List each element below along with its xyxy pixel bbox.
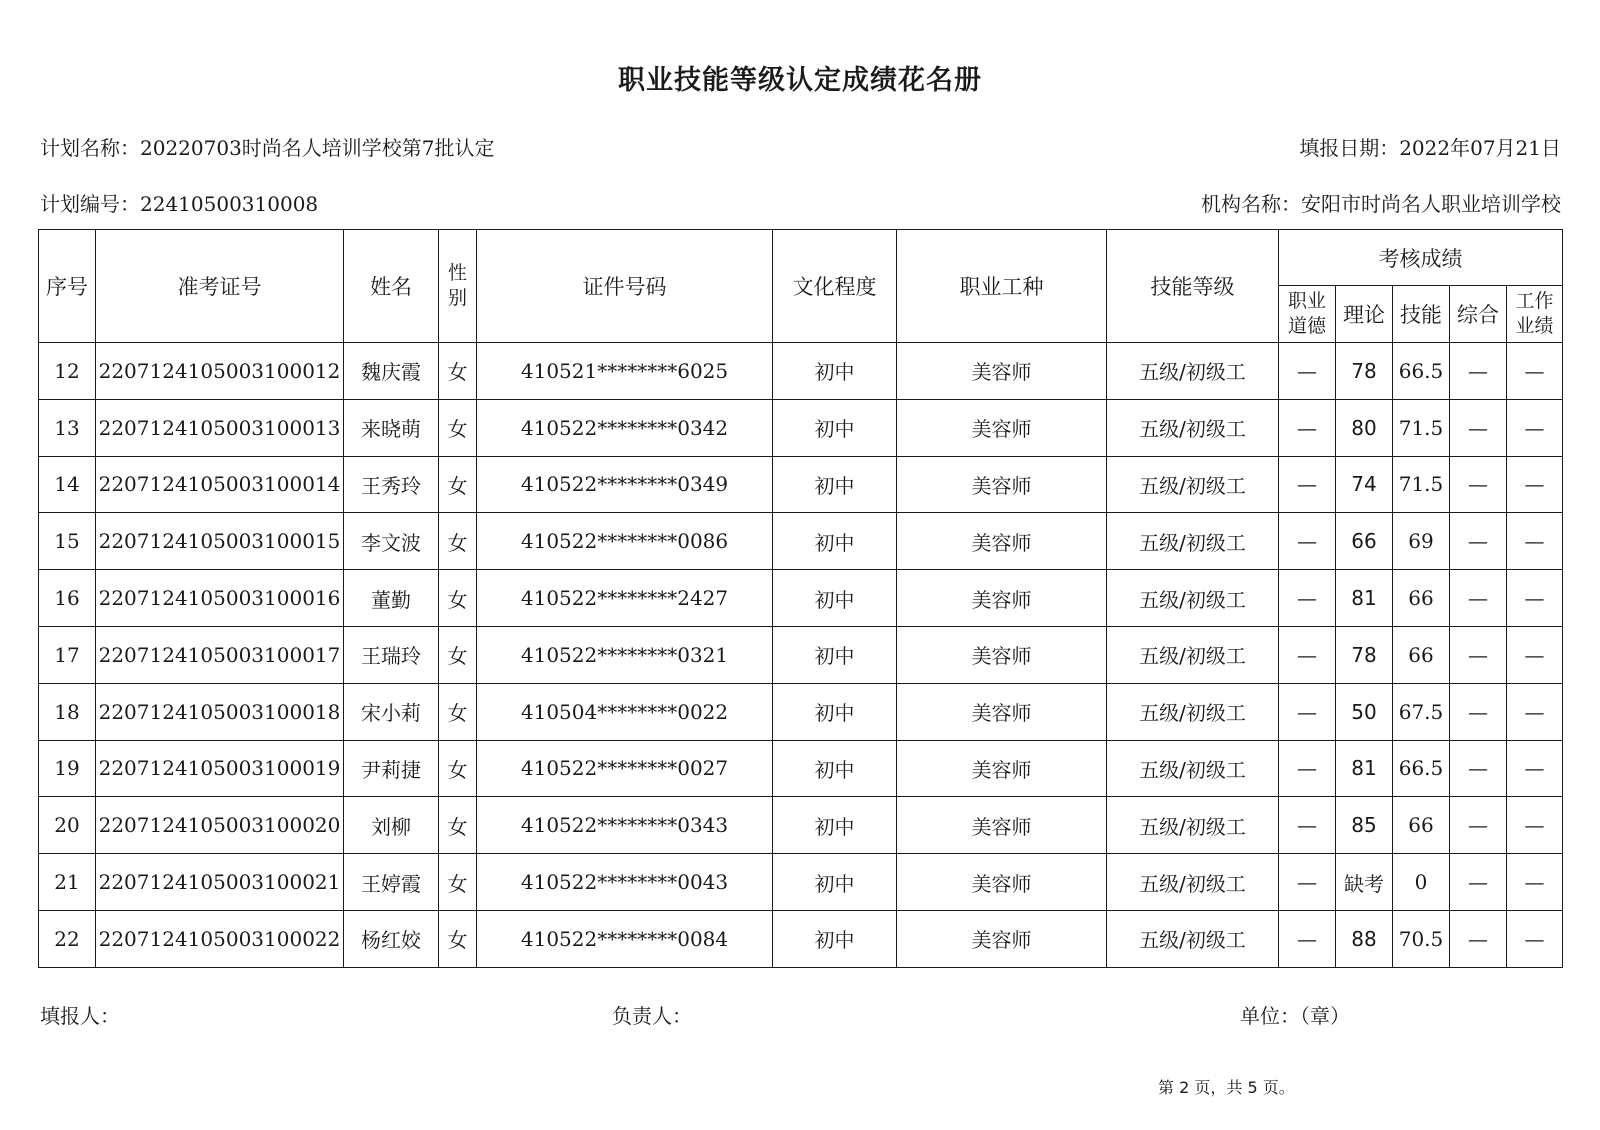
cell-skill: 66 xyxy=(1393,626,1450,683)
table-row xyxy=(39,910,1563,967)
cell-skill: 69 xyxy=(1393,513,1450,570)
cell-education: 初中 xyxy=(773,740,897,797)
cell-exam-no: 2207124105003100018 xyxy=(96,683,344,740)
cell-gender: 女 xyxy=(439,797,477,854)
cell-education: 初中 xyxy=(773,513,897,570)
cell-gender: 女 xyxy=(439,399,477,456)
cell-overall: — xyxy=(1450,854,1507,911)
cell-occupation: 美容师 xyxy=(897,570,1107,627)
cell-seq: 14 xyxy=(39,456,96,513)
cell-ethics: — xyxy=(1279,570,1336,627)
cell-work: — xyxy=(1507,910,1563,967)
cell-exam-no: 2207124105003100021 xyxy=(96,854,344,911)
cell-education: 初中 xyxy=(773,683,897,740)
cell-level: 五级/初级工 xyxy=(1107,570,1279,627)
cell-name: 王秀玲 xyxy=(344,456,439,513)
cell-name: 李文波 xyxy=(344,513,439,570)
cell-id-no: 410522********0086 xyxy=(477,513,773,570)
header-skill: 技能 xyxy=(1393,286,1450,343)
cell-seq: 13 xyxy=(39,399,96,456)
cell-name: 宋小莉 xyxy=(344,683,439,740)
cell-seq: 18 xyxy=(39,683,96,740)
cell-id-no: 410522********0343 xyxy=(477,797,773,854)
cell-seq: 21 xyxy=(39,854,96,911)
cell-work: — xyxy=(1507,854,1563,911)
cell-ethics: — xyxy=(1279,910,1336,967)
cell-overall: — xyxy=(1450,456,1507,513)
cell-occupation: 美容师 xyxy=(897,910,1107,967)
cell-name: 王瑞玲 xyxy=(344,626,439,683)
cell-theory: 85 xyxy=(1336,797,1393,854)
cell-exam-no: 2207124105003100020 xyxy=(96,797,344,854)
table-body xyxy=(39,343,1563,968)
header-gender: 性别 xyxy=(439,230,477,343)
cell-theory: 78 xyxy=(1336,626,1393,683)
org-name: 机构名称：安阳市时尚名人职业培训学校 xyxy=(1201,192,1561,216)
header-name: 姓名 xyxy=(344,230,439,343)
unit-label: 单位：（章） xyxy=(1240,1004,1350,1028)
cell-level: 五级/初级工 xyxy=(1107,797,1279,854)
cell-exam-no: 2207124105003100016 xyxy=(96,570,344,627)
table-row xyxy=(39,513,1563,570)
cell-work: — xyxy=(1507,456,1563,513)
plan-name: 计划名称：20220703时尚名人培训学校第7批认定 xyxy=(40,136,495,160)
cell-name: 魏庆霞 xyxy=(344,343,439,400)
cell-name: 杨红姣 xyxy=(344,910,439,967)
cell-occupation: 美容师 xyxy=(897,513,1107,570)
header-row xyxy=(39,230,1563,286)
cell-skill: 66 xyxy=(1393,570,1450,627)
cell-theory: 74 xyxy=(1336,456,1393,513)
cell-name: 刘柳 xyxy=(344,797,439,854)
cell-level: 五级/初级工 xyxy=(1107,683,1279,740)
header-id-no: 证件号码 xyxy=(477,230,773,343)
plan-number: 计划编号：22410500310008 xyxy=(40,192,319,216)
cell-occupation: 美容师 xyxy=(897,456,1107,513)
cell-theory: 缺考 xyxy=(1336,854,1393,911)
table-row xyxy=(39,570,1563,627)
cell-work: — xyxy=(1507,343,1563,400)
cell-skill: 71.5 xyxy=(1393,456,1450,513)
cell-level: 五级/初级工 xyxy=(1107,399,1279,456)
cell-seq: 19 xyxy=(39,740,96,797)
cell-seq: 20 xyxy=(39,797,96,854)
cell-level: 五级/初级工 xyxy=(1107,854,1279,911)
cell-exam-no: 2207124105003100012 xyxy=(96,343,344,400)
cell-id-no: 410522********0321 xyxy=(477,626,773,683)
filler-label: 填报人： xyxy=(40,1004,120,1028)
cell-id-no: 410522********0084 xyxy=(477,910,773,967)
fill-date: 填报日期：2022年07月21日 xyxy=(1299,136,1561,160)
cell-occupation: 美容师 xyxy=(897,683,1107,740)
cell-level: 五级/初级工 xyxy=(1107,343,1279,400)
cell-name: 董勤 xyxy=(344,570,439,627)
cell-ethics: — xyxy=(1279,513,1336,570)
cell-theory: 81 xyxy=(1336,570,1393,627)
cell-level: 五级/初级工 xyxy=(1107,456,1279,513)
cell-education: 初中 xyxy=(773,456,897,513)
cell-skill: 67.5 xyxy=(1393,683,1450,740)
cell-ethics: — xyxy=(1279,797,1336,854)
cell-exam-no: 2207124105003100015 xyxy=(96,513,344,570)
cell-ethics: — xyxy=(1279,399,1336,456)
cell-occupation: 美容师 xyxy=(897,399,1107,456)
cell-education: 初中 xyxy=(773,626,897,683)
cell-exam-no: 2207124105003100022 xyxy=(96,910,344,967)
header-education: 文化程度 xyxy=(773,230,897,343)
cell-ethics: — xyxy=(1279,683,1336,740)
cell-skill: 71.5 xyxy=(1393,399,1450,456)
cell-id-no: 410521********6025 xyxy=(477,343,773,400)
table-row xyxy=(39,456,1563,513)
cell-education: 初中 xyxy=(773,399,897,456)
cell-theory: 81 xyxy=(1336,740,1393,797)
cell-overall: — xyxy=(1450,399,1507,456)
cell-exam-no: 2207124105003100013 xyxy=(96,399,344,456)
cell-id-no: 410522********2427 xyxy=(477,570,773,627)
cell-work: — xyxy=(1507,513,1563,570)
header-level: 技能等级 xyxy=(1107,230,1279,343)
cell-theory: 66 xyxy=(1336,513,1393,570)
cell-id-no: 410522********0043 xyxy=(477,854,773,911)
cell-overall: — xyxy=(1450,683,1507,740)
cell-overall: — xyxy=(1450,910,1507,967)
cell-id-no: 410522********0349 xyxy=(477,456,773,513)
cell-seq: 12 xyxy=(39,343,96,400)
cell-level: 五级/初级工 xyxy=(1107,513,1279,570)
cell-ethics: — xyxy=(1279,343,1336,400)
cell-ethics: — xyxy=(1279,740,1336,797)
cell-gender: 女 xyxy=(439,343,477,400)
header-overall: 综合 xyxy=(1450,286,1507,343)
cell-overall: — xyxy=(1450,513,1507,570)
cell-gender: 女 xyxy=(439,456,477,513)
cell-level: 五级/初级工 xyxy=(1107,740,1279,797)
cell-overall: — xyxy=(1450,797,1507,854)
cell-theory: 80 xyxy=(1336,399,1393,456)
cell-work: — xyxy=(1507,797,1563,854)
cell-gender: 女 xyxy=(439,683,477,740)
header-occupation: 职业工种 xyxy=(897,230,1107,343)
cell-gender: 女 xyxy=(439,570,477,627)
cell-occupation: 美容师 xyxy=(897,854,1107,911)
cell-level: 五级/初级工 xyxy=(1107,626,1279,683)
table-row xyxy=(39,797,1563,854)
header-scores-group: 考核成绩 xyxy=(1279,230,1563,286)
cell-education: 初中 xyxy=(773,854,897,911)
table-row xyxy=(39,854,1563,911)
table-row xyxy=(39,740,1563,797)
cell-work: — xyxy=(1507,683,1563,740)
score-roster-table xyxy=(38,229,1563,968)
cell-name: 来晓萌 xyxy=(344,399,439,456)
table-row xyxy=(39,683,1563,740)
cell-exam-no: 2207124105003100014 xyxy=(96,456,344,513)
cell-level: 五级/初级工 xyxy=(1107,910,1279,967)
cell-gender: 女 xyxy=(439,740,477,797)
table-row xyxy=(39,343,1563,400)
cell-gender: 女 xyxy=(439,626,477,683)
cell-overall: — xyxy=(1450,626,1507,683)
cell-gender: 女 xyxy=(439,513,477,570)
cell-work: — xyxy=(1507,570,1563,627)
cell-occupation: 美容师 xyxy=(897,626,1107,683)
document-title: 职业技能等级认定成绩花名册 xyxy=(618,65,982,96)
header-ethics: 职业道德 xyxy=(1279,286,1336,343)
cell-gender: 女 xyxy=(439,854,477,911)
cell-name: 王婷霞 xyxy=(344,854,439,911)
cell-ethics: — xyxy=(1279,626,1336,683)
header-work: 工作业绩 xyxy=(1507,286,1563,343)
cell-ethics: — xyxy=(1279,854,1336,911)
cell-overall: — xyxy=(1450,570,1507,627)
header-seq: 序号 xyxy=(39,230,96,343)
header-exam-no: 准考证号 xyxy=(96,230,344,343)
cell-ethics: — xyxy=(1279,456,1336,513)
cell-exam-no: 2207124105003100019 xyxy=(96,740,344,797)
cell-work: — xyxy=(1507,399,1563,456)
cell-skill: 66.5 xyxy=(1393,740,1450,797)
cell-education: 初中 xyxy=(773,797,897,854)
cell-skill: 66.5 xyxy=(1393,343,1450,400)
cell-work: — xyxy=(1507,626,1563,683)
cell-theory: 50 xyxy=(1336,683,1393,740)
cell-occupation: 美容师 xyxy=(897,740,1107,797)
cell-overall: — xyxy=(1450,740,1507,797)
cell-gender: 女 xyxy=(439,910,477,967)
cell-skill: 0 xyxy=(1393,854,1450,911)
cell-theory: 88 xyxy=(1336,910,1393,967)
header-theory: 理论 xyxy=(1336,286,1393,343)
cell-overall: — xyxy=(1450,343,1507,400)
cell-id-no: 410504********0022 xyxy=(477,683,773,740)
cell-skill: 70.5 xyxy=(1393,910,1450,967)
cell-id-no: 410522********0027 xyxy=(477,740,773,797)
table-row xyxy=(39,626,1563,683)
cell-education: 初中 xyxy=(773,343,897,400)
table-row xyxy=(39,399,1563,456)
cell-skill: 66 xyxy=(1393,797,1450,854)
cell-exam-no: 2207124105003100017 xyxy=(96,626,344,683)
cell-theory: 78 xyxy=(1336,343,1393,400)
cell-occupation: 美容师 xyxy=(897,343,1107,400)
cell-work: — xyxy=(1507,740,1563,797)
cell-education: 初中 xyxy=(773,910,897,967)
cell-seq: 15 xyxy=(39,513,96,570)
page-indicator: 第 2 页，共 5 页。 xyxy=(1158,1078,1295,1097)
responsible-label: 负责人： xyxy=(612,1004,692,1028)
cell-education: 初中 xyxy=(773,570,897,627)
cell-seq: 16 xyxy=(39,570,96,627)
cell-seq: 22 xyxy=(39,910,96,967)
cell-occupation: 美容师 xyxy=(897,797,1107,854)
cell-seq: 17 xyxy=(39,626,96,683)
cell-id-no: 410522********0342 xyxy=(477,399,773,456)
cell-name: 尹莉捷 xyxy=(344,740,439,797)
